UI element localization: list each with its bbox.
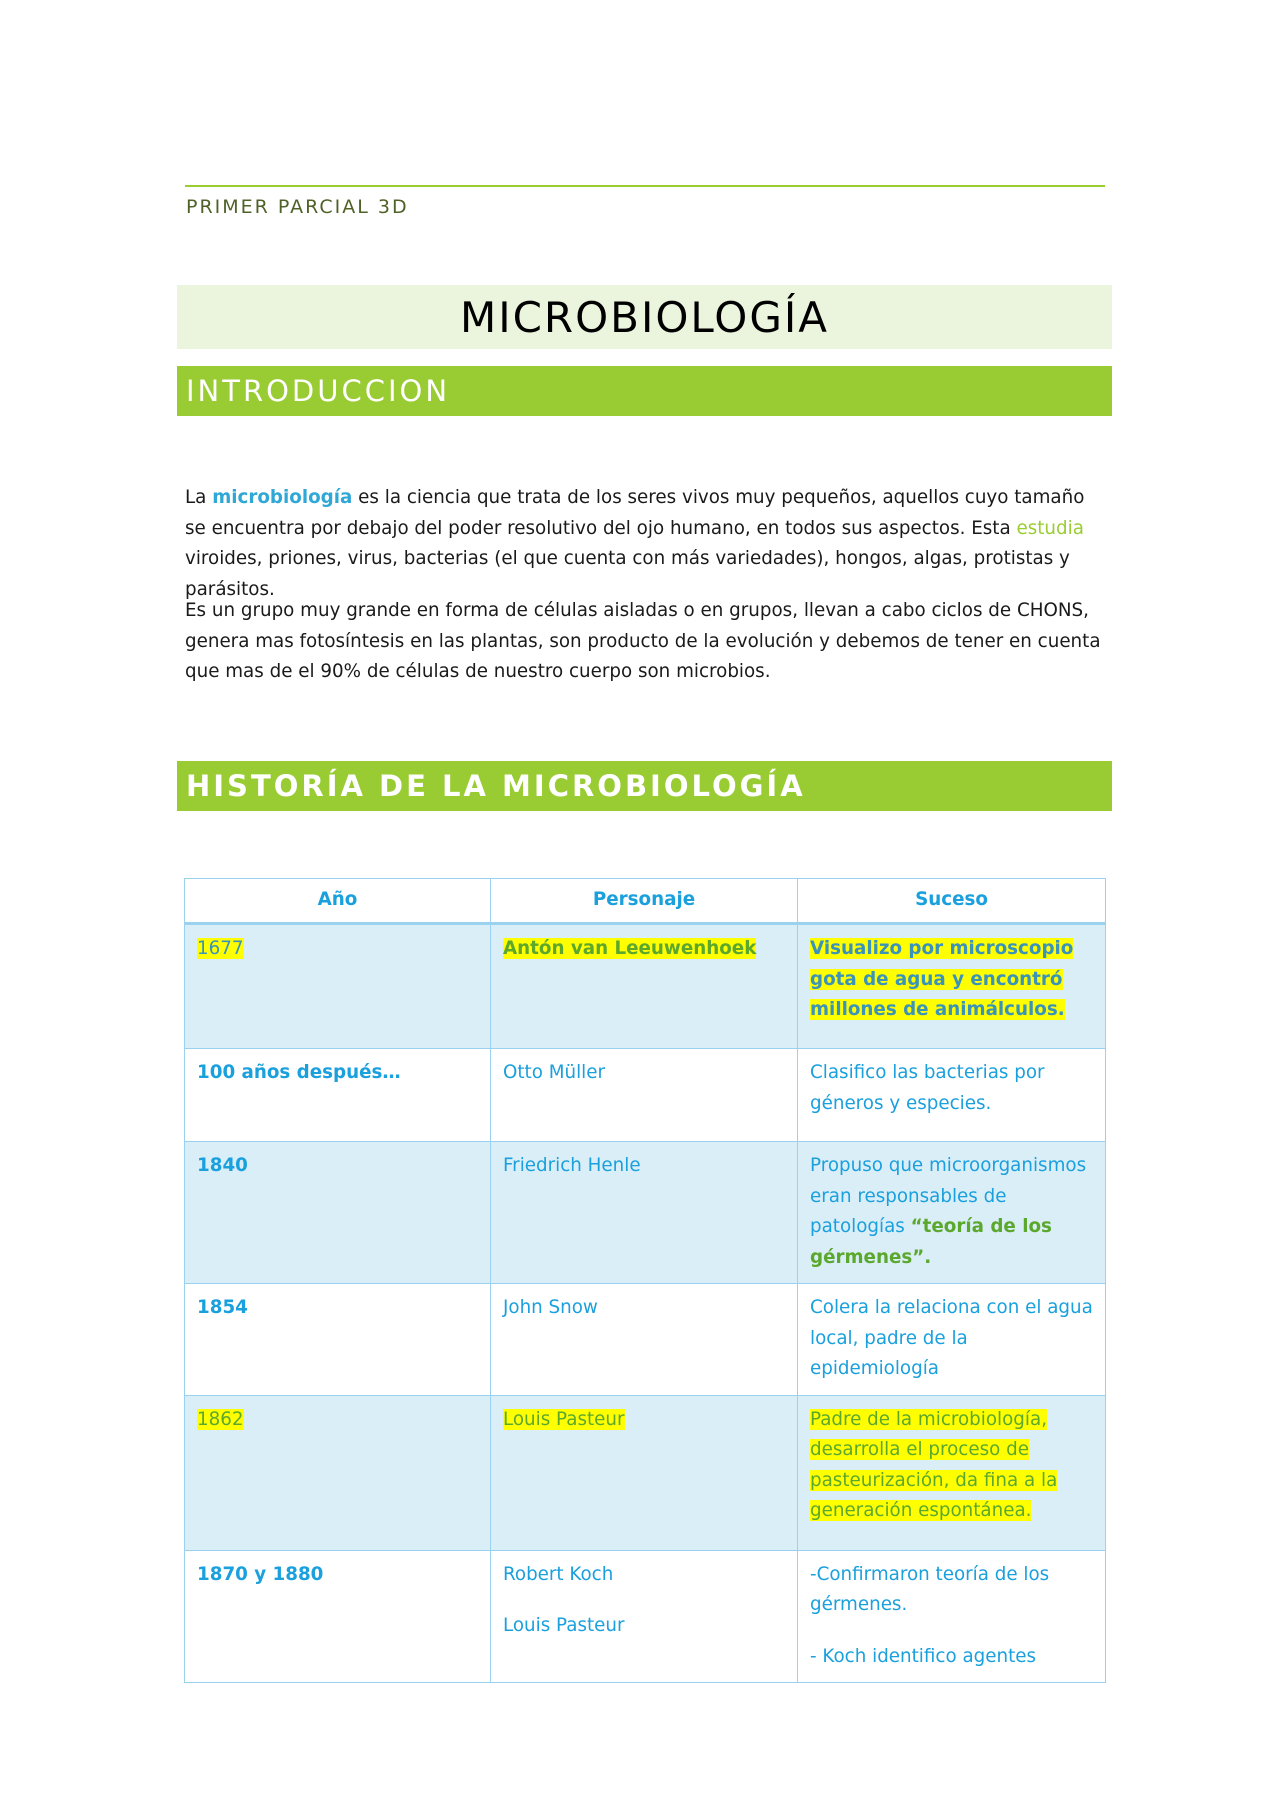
cell-person [491,924,798,1049]
highlighted-text: 1862 [197,1408,244,1430]
section-band-history [177,761,1112,811]
table-header-row [185,879,1106,924]
cell-person: Otto Müller [491,1049,798,1142]
intro-paragraph-2: Es un grupo muy grande en forma de células aisladas o en grupos, llevan a cabo ciclos de CHONS, genera mas fotosíntesis en las plantas, son producto de la evolución y debemos de tener en cuenta que mas de el 90% de células de nuestro cuerpo son microbios. [185,600,1101,682]
term-microbiologia: microbiología [212,487,353,508]
cell-event: Colera la relaciona con el agua local, padre de la epidemiología [798,1284,1106,1396]
section-heading-intro: INTRODUCCION [186,374,451,408]
cell-event [798,924,1106,1049]
emphasis-text: “teoría de los gérmenes”. [810,1216,1052,1268]
table-row [185,1395,1106,1550]
cell-year: 1840 [185,1142,491,1284]
table-row [185,1049,1106,1142]
cell-person: John Snow [491,1284,798,1396]
table-row [185,1142,1106,1284]
cell-year: 1870 y 1880 [185,1550,491,1683]
cell-year [185,1395,491,1550]
document-title: MICROBIOLOGÍA [459,292,830,342]
text-run: -Confirmaron teoría de los gérmenes. [810,1563,1050,1615]
column-header-person: Personaje [491,879,798,924]
intro-paragraph-1 [185,483,1105,605]
column-header-event: Suceso [798,879,1106,924]
highlighted-text: Louis Pasteur [503,1408,625,1430]
table-row [185,1550,1106,1683]
section-heading-history: HISTORÍA DE LA MICROBIOLOGÍA [186,769,806,803]
cell-year [185,924,491,1049]
term-estudia: estudia [1016,517,1084,539]
highlighted-text: Padre de la microbiología, desarrolla el proceso de pasteurización, da fina a la generación espontánea. [810,1408,1058,1521]
cell-year: 1854 [185,1284,491,1396]
highlighted-text: Visualizo por microscopio gota de agua y encontró millones de animálculos. [810,938,1074,1020]
cell-person [491,1550,798,1683]
cell-person [491,1395,798,1550]
cell-person: Friedrich Henle [491,1142,798,1284]
history-table [184,878,1106,1683]
text-run: Propuso que microorganismos eran responsables de patologías [810,1155,1087,1237]
cell-event [798,1395,1106,1550]
title-box [177,285,1112,349]
highlighted-text: 1677 [197,938,244,959]
text-run: La [185,487,213,508]
section-band-intro [177,366,1112,416]
highlighted-text: Antón van Leeuwenhoek [503,938,757,959]
cell-event [798,1550,1106,1683]
column-header-year: Año [185,879,491,924]
text-run: Robert Koch [503,1563,614,1585]
table-row [185,924,1106,1049]
text-run: es la ciencia que trata de los seres vivos muy pequeños, aquellos cuyo tamaño se encuentra por debajo del poder resolutivo del ojo humano, en todos sus aspectos. Esta [185,487,1085,539]
text-run: - Koch identifico agentes [810,1645,1037,1667]
text-run: viroides, priones, virus, bacterias (el que cuenta con más variedades), hongos, algas, protistas y parásitos. [185,548,1070,600]
cell-event [798,1142,1106,1284]
table-row [185,1284,1106,1396]
page-header: PRIMER PARCIAL 3D [186,196,409,218]
cell-event: Clasifico las bacterias por géneros y especies. [798,1049,1106,1142]
header-rule [185,185,1105,187]
text-run: Louis Pasteur [503,1615,625,1636]
cell-year: 100 años después… [185,1049,491,1142]
